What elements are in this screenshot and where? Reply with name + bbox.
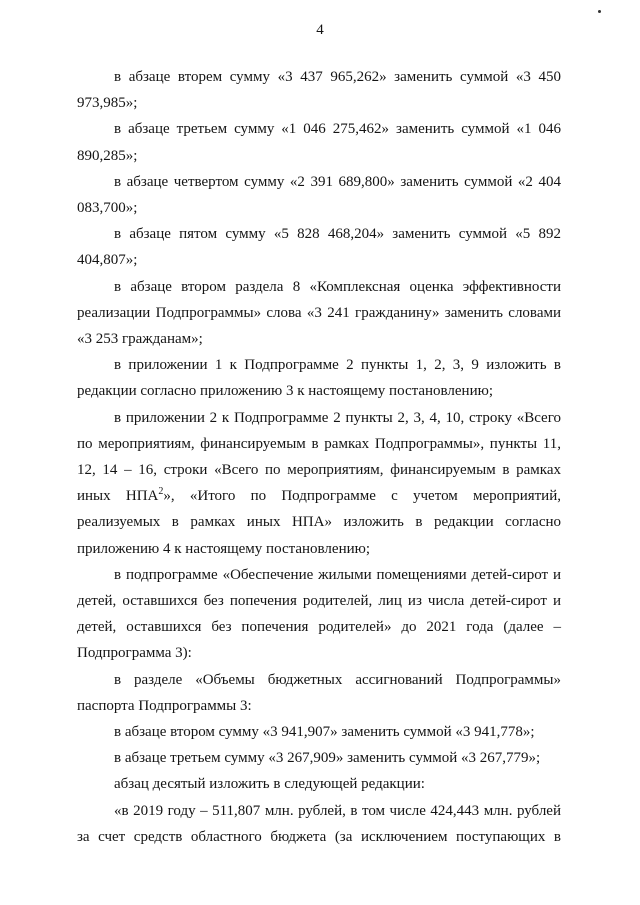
paragraph-abzac-10: абзац десятый изложить в следующей редакции: bbox=[114, 776, 425, 793]
paragraph-abzac-2-sum: в абзаце втором сумму «3 941,907» заменить суммой «3 941,778»; bbox=[114, 724, 535, 741]
paragraph-abzac-3-sum: в абзаце третьем сумму «3 267,909» заменить суммой «3 267,779»; bbox=[114, 750, 541, 767]
footnote-superscript: 2 bbox=[158, 486, 164, 498]
paragraph-budget-section: в разделе «Объемы бюджетных ассигнований Подпрограммы» паспорта Подпрограммы 3: bbox=[77, 671, 561, 714]
paragraph-quote-2019: «в 2019 году – 511,807 млн. рублей, в том числе 424,443 млн. рублей за счет средств областного бюджета (за исключением поступающих в bbox=[77, 802, 561, 845]
paragraph-abzac-3: в абзаце третьем сумму «1 046 275,462» заменить суммой «1 046 890,285»; bbox=[77, 121, 561, 164]
appendix-2-text-start: в приложении 2 к Подпрограмме 2 пункты 2, 3, 4, 10, строку «Всего по мероприятиям, финансируемым в рамках Подпрограммы», пункты 11, 12, 14 – 16, строки «Всего по мероприятиям, финансируемым в рамках иных НПА bbox=[77, 409, 561, 505]
paragraph-appendix-2 bbox=[77, 405, 561, 562]
paragraph-abzac-5: в абзаце пятом сумму «5 828 468,204» заменить суммой «5 892 404,807»; bbox=[77, 226, 561, 269]
appendix-2-text-end: », «Итого по Подпрограмме с учетом мероприятий, реализуемых в рамках иных НПА» изложить в редакции согласно приложению 4 к настоящему постановлению; bbox=[77, 488, 561, 557]
paragraph-section-8: в абзаце втором раздела 8 «Комплексная оценка эффективности реализации Подпрограммы» слова «3 241 гражданину» заменить словами «3 253 гражданам»; bbox=[77, 278, 561, 348]
paragraph-abzac-2: в абзаце вторем сумму «3 437 965,262» заменить суммой «3 450 973,985»; bbox=[77, 69, 561, 112]
scan-speck bbox=[598, 10, 601, 13]
paragraph-subprogram-3: в подпрограмме «Обеспечение жилыми помещениями детей-сирот и детей, оставшихся без попечения родителей, лиц из числа детей-сирот и детей, оставшихся без попечения родителей» до 2021 года (далее – Подпрограмма 3): bbox=[77, 566, 561, 662]
paragraph-appendix-1: в приложении 1 к Подпрограмме 2 пункты 1, 2, 3, 9 изложить в редакции согласно приложению 3 к настоящему постановлению; bbox=[77, 357, 561, 400]
document-body bbox=[77, 64, 561, 850]
paragraph-abzac-4: в абзаце четвертом сумму «2 391 689,800» заменить суммой «2 404 083,700»; bbox=[77, 173, 561, 217]
page-number: 4 bbox=[316, 22, 324, 38]
